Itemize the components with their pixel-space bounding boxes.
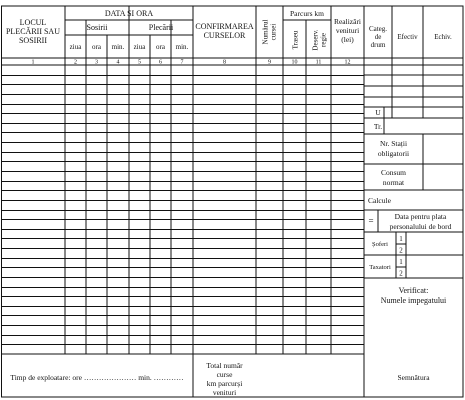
traseu-rotated <box>292 30 300 49</box>
taxatori-index-2: 2 <box>399 269 403 278</box>
categ-line-1: Categ. <box>368 25 388 33</box>
consum-line-1: Consum <box>380 168 407 177</box>
statii-line-1: Nr. Stații <box>379 139 408 148</box>
verificat-line-2: Numele impegatului <box>380 296 447 305</box>
column-number-7: 7 <box>180 59 184 66</box>
confirmarea-line-2: CURSELOR <box>203 31 246 40</box>
column-number-5: 5 <box>138 59 141 66</box>
sub-min-plecare: min. <box>175 43 189 51</box>
realizari-line-3: (lei) <box>341 35 354 44</box>
realizari-line-1: Realizări <box>333 17 362 26</box>
table-body-rows <box>2 76 365 345</box>
sosirii-heading: Sosirii <box>86 23 108 32</box>
column-number-11: 11 <box>315 59 322 66</box>
sub-ziua-sosire: ziua <box>69 43 82 51</box>
plecarii-heading: Plecării <box>148 23 174 32</box>
numarul-cursei-rotated <box>262 20 278 45</box>
timp-exploatare: Timp de exploatare: ore ………………… min. ………… <box>10 373 184 382</box>
soferi-label: Șoferi <box>372 241 388 248</box>
statii-line-2: obligatorii <box>377 149 410 158</box>
tr-label: Tr. <box>373 122 383 131</box>
traseu-label: Traseu <box>291 30 300 50</box>
right-panel-texts <box>368 108 452 305</box>
footer-texts <box>10 361 430 397</box>
column-number-12: 12 <box>344 59 351 66</box>
numarul-cursei-line-1: Numărul <box>261 19 270 45</box>
header-texts <box>6 9 452 51</box>
u-label: U <box>375 108 381 117</box>
form-frame-lines <box>2 6 464 397</box>
deservire-line-2: regie <box>319 33 328 47</box>
soferi-index-2: 2 <box>399 246 403 255</box>
column-number-8: 8 <box>223 59 226 66</box>
echiv-heading: Echiv. <box>434 33 452 41</box>
column-number-3: 3 <box>95 59 98 66</box>
sub-min-sosire: min. <box>111 43 125 51</box>
categ-line-2: de <box>374 33 382 41</box>
parcurs-km-heading: Parcurs km <box>290 9 324 18</box>
sub-ora-sosire: ora <box>92 43 101 51</box>
column-number-4: 4 <box>116 59 120 66</box>
deservire-line-1: Deserv. <box>311 29 320 51</box>
consum-line-2: normat <box>382 178 405 187</box>
sub-ziua-plecare: ziua <box>133 43 146 51</box>
realizari-line-2: venituri <box>335 26 360 35</box>
total-line-2: curse <box>216 370 233 379</box>
total-line-1: Total număr <box>206 361 243 370</box>
locul-line-2: PLECĂRII SAU <box>5 27 61 36</box>
deservire-rotated <box>312 29 328 50</box>
column-number-2: 2 <box>74 59 77 66</box>
data-ora-heading: DATA ȘI ORA <box>104 9 154 18</box>
taxatori-index-1: 1 <box>399 258 403 266</box>
locul-line-1: LOCUL <box>19 18 47 27</box>
column-number-10: 10 <box>291 59 298 66</box>
total-line-4: venituri <box>212 388 237 397</box>
plata-marker: = <box>368 216 374 226</box>
soferi-index-1: 1 <box>399 235 403 243</box>
column-number-9: 9 <box>268 59 271 66</box>
plata-line-2: personalului de bord <box>389 222 452 231</box>
total-line-3: km parcurși <box>206 379 243 388</box>
locul-line-3: SOSIRII <box>18 36 48 45</box>
semnatura-label: Semnătura <box>397 373 430 382</box>
column-number-6: 6 <box>159 59 162 66</box>
confirmarea-line-1: CONFIRMAREA <box>195 22 254 31</box>
plata-line-1: Data pentru plata <box>394 212 447 221</box>
column-number-1: 1 <box>31 59 35 66</box>
taxatori-label: Taxatori <box>369 264 391 271</box>
verificat-line-1: Verificat: <box>398 286 429 295</box>
categ-line-3: drum <box>370 41 386 49</box>
efectiv-heading: Efectiv <box>397 33 418 41</box>
calcule-label: Calcule <box>368 196 391 205</box>
numarul-cursei-line-2: cursei <box>269 23 278 41</box>
sub-ora-plecare: ora <box>156 43 165 51</box>
